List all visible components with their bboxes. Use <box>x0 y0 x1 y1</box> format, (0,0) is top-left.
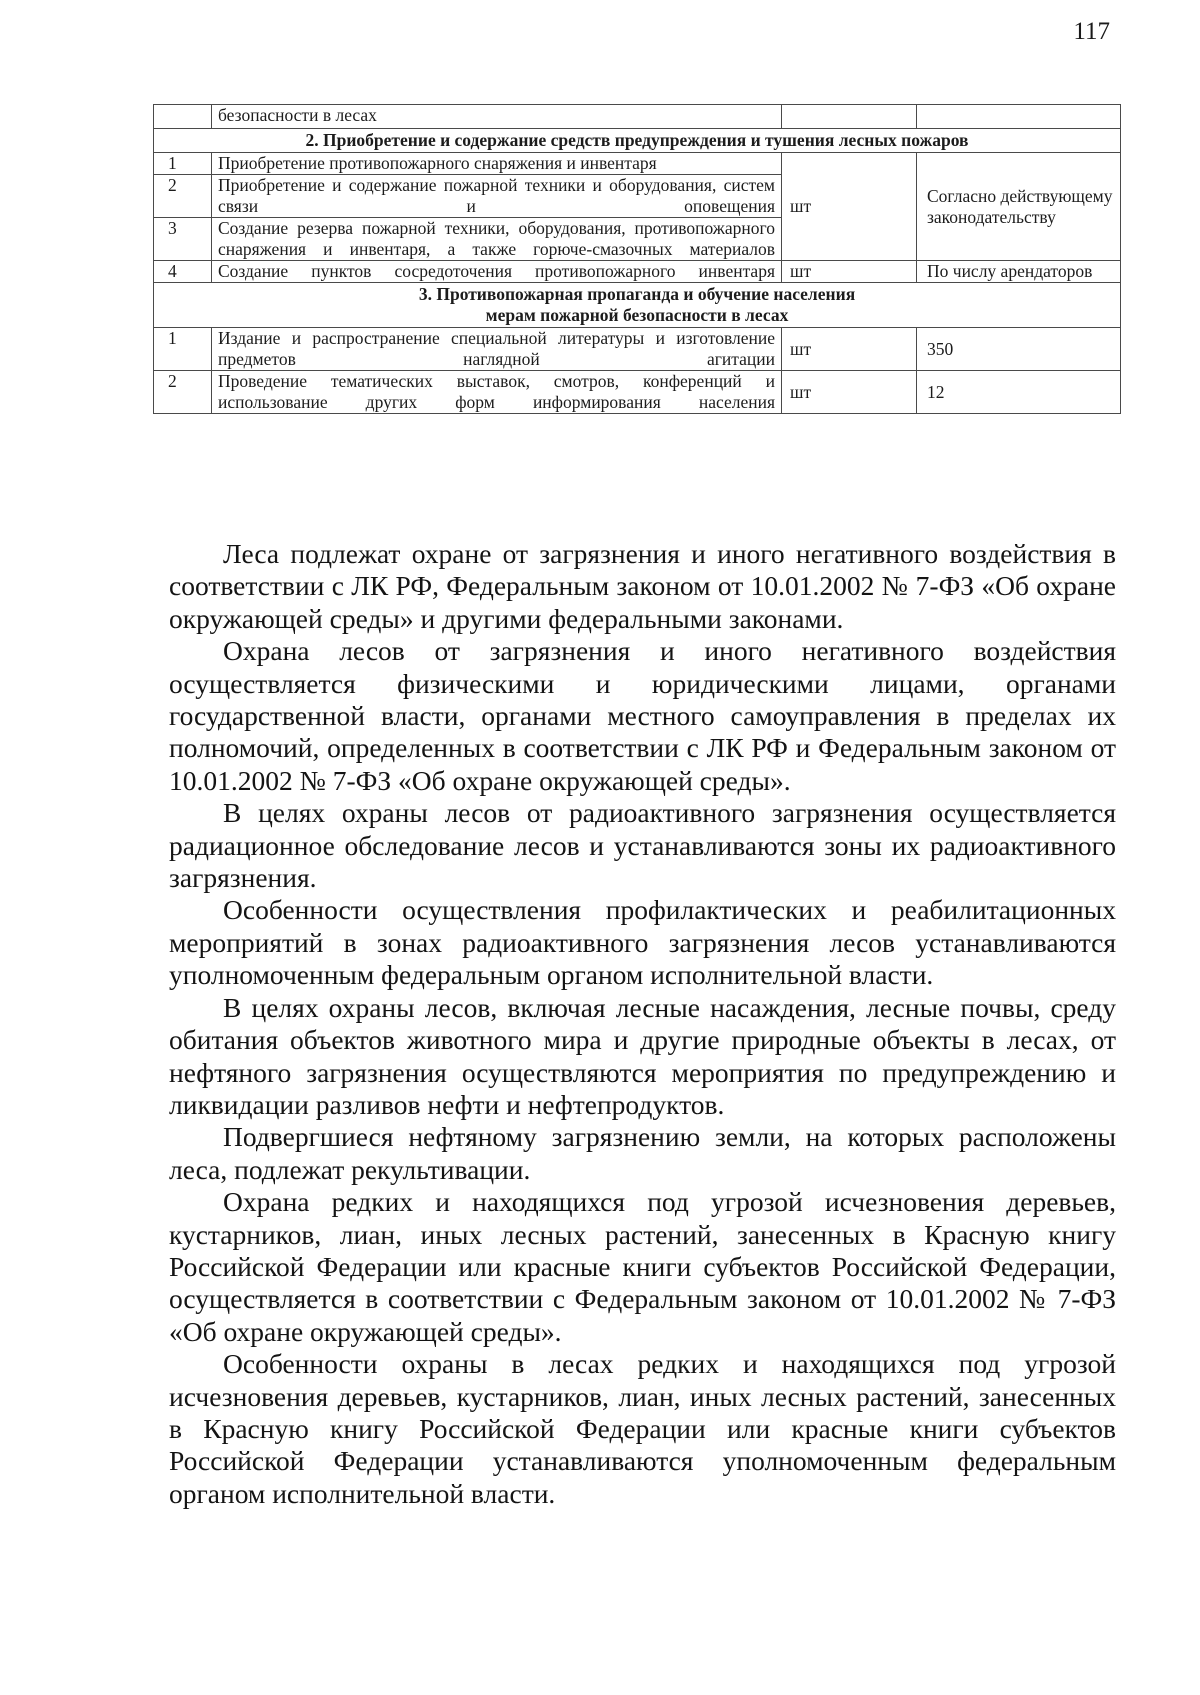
paragraph: Особенности охраны в лесах редких и находящихся под угрозой исчезновения деревьев, кустарников, лиан, иных лесных растений, занесенных в Красную книгу Российской Федерации или красные книги субъектов Российской Федерации устанавливаются уполномоченным федеральным органом исполнительной власти. <box>169 1348 1116 1509</box>
row-number: 4 <box>154 261 212 283</box>
row-name: Издание и распространение специальной литературы и изготовление предметов наглядной агитации <box>212 328 782 371</box>
row-number: 3 <box>154 218 212 261</box>
group-unit: шт <box>782 153 917 261</box>
section-header-row <box>154 129 1121 153</box>
row-unit: шт <box>782 261 917 283</box>
table-row <box>154 261 1121 283</box>
section-3-title-line1: 3. Противопожарная пропаганда и обучение населения <box>418 284 856 304</box>
row-value: По числу арендаторов <box>917 261 1121 283</box>
row-value: 12 <box>917 371 1121 414</box>
table-cell-value <box>917 105 1121 129</box>
table-row <box>154 328 1121 371</box>
row-name: Создание пунктов сосредоточения противопожарного инвентаря <box>212 261 782 283</box>
row-name: Приобретение противопожарного снаряжения и инвентаря <box>212 153 782 175</box>
table-cell-unit <box>782 105 917 129</box>
measures-table <box>153 104 1121 414</box>
paragraph: Леса подлежат охране от загрязнения и иного негативного воздействия в соответствии с ЛК РФ, Федеральным законом от 10.01.2002 № 7-ФЗ «Об охране окружающей среды» и другими федеральными законами. <box>169 538 1116 634</box>
row-name: Приобретение и содержание пожарной техники и оборудования, систем связи и оповещения <box>212 175 782 218</box>
section-2-title: 2. Приобретение и содержание средств предупреждения и тушения лесных пожаров <box>154 129 1121 153</box>
paragraph: Охрана лесов от загрязнения и иного негативного воздействия осуществляется физическими и юридическими лицами, органами государственной власти, органами местного самоуправления в пределах их полномочий, определенных в соответствии с ЛК РФ и Федеральным законом от 10.01.2002 № 7-ФЗ «Об охране окружающей среды». <box>169 635 1116 796</box>
section-3-title-line2: мерам пожарной безопасности в лесах <box>485 305 789 325</box>
table-row <box>154 371 1121 414</box>
row-number: 2 <box>154 371 212 414</box>
paragraph: Подвергшиеся нефтяному загрязнению земли, на которых расположены леса, подлежат рекультивации. <box>169 1121 1116 1185</box>
group-value: Согласно действующему законодательству <box>917 153 1121 261</box>
paragraph: Особенности осуществления профилактических и реабилитационных мероприятий в зонах радиоактивного загрязнения лесов устанавливаются уполномоченным федеральным органом исполнительной власти. <box>169 894 1116 991</box>
row-unit: шт <box>782 371 917 414</box>
row-number: 1 <box>154 153 212 175</box>
row-number: 2 <box>154 175 212 218</box>
row-number: 1 <box>154 328 212 371</box>
table-cell-name: безопасности в лесах <box>212 105 782 129</box>
row-name: Проведение тематических выставок, смотров, конференций и использование других форм информирования населения <box>212 371 782 414</box>
body-text <box>169 538 1116 1510</box>
paragraph: В целях охраны лесов от радиоактивного загрязнения осуществляется радиационное обследование лесов и устанавливаются зоны их радиоактивного загрязнения. <box>169 797 1116 894</box>
section-3-title <box>154 283 1121 328</box>
row-name: Создание резерва пожарной техники, оборудования, противопожарного снаряжения и инвентаря, а также горюче-смазочных материалов <box>212 218 782 261</box>
row-value: 350 <box>917 328 1121 371</box>
table-row <box>154 105 1121 129</box>
section-header-row <box>154 283 1121 328</box>
page-number: 117 <box>1073 18 1110 45</box>
paragraph: В целях охраны лесов, включая лесные насаждения, лесные почвы, среду обитания объектов животного мира и другие природные объекты в лесах, от нефтяного загрязнения осуществляются мероприятия по предупреждению и ликвидации разливов нефти и нефтепродуктов. <box>169 991 1116 1120</box>
table-row <box>154 153 1121 175</box>
row-unit: шт <box>782 328 917 371</box>
paragraph: Охрана редких и находящихся под угрозой исчезновения деревьев, кустарников, лиан, иных лесных растений, занесенных в Красную книгу Российской Федерации или красные книги субъектов Российской Федерации, осуществляется в соответствии с Федеральным законом от 10.01.2002 № 7-ФЗ «Об охране окружающей среды». <box>169 1186 1116 1347</box>
table-cell-num <box>154 105 212 129</box>
